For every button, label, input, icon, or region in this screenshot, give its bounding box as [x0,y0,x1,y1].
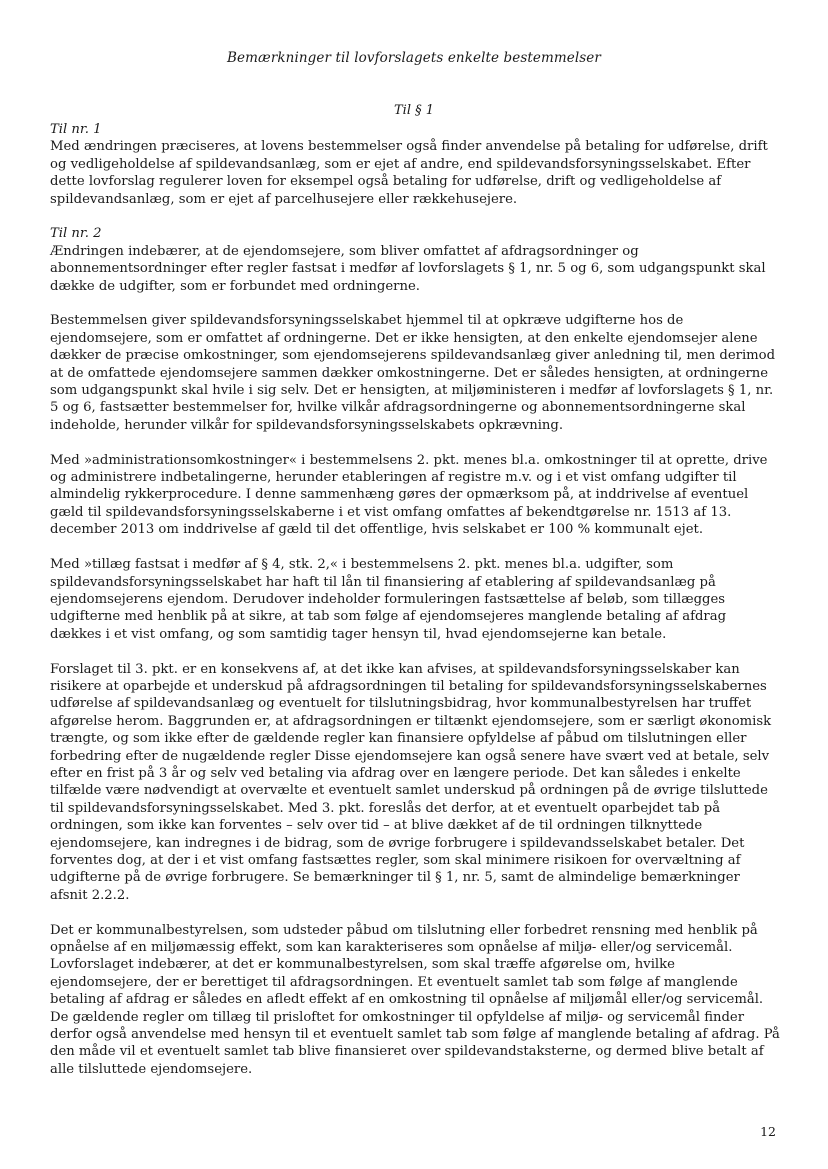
note-block-nr-2 [50,225,780,295]
paragraph-block [50,556,780,643]
document-body [50,121,780,1096]
page-header: Bemærkninger til lovforslagets enkelte bestemmelser [227,50,601,66]
paragraph-block [50,661,780,905]
section-title: Til § 1 [393,103,435,118]
subheading: Til nr. 1 [50,122,102,137]
paragraph-block [50,452,780,539]
paragraph: Det er kommunalbestyrelsen, som udsteder påbud om tilslutning eller forbedret rensning med henblik på opnåelse af en miljømæssig effekt, som kan karakteriseres som opnåelse af miljø- eller/og servicemål. Lovforslaget indebærer, at det er kommunalbestyrelsen, som skal træffe afgørelse om, hvilke ejendomsejere, der er berettiget til afdragsordningen. Et eventuelt samlet tab som følge af manglende betaling af afdrag er således en afledt effekt af en omkostning til opnåelse af miljømål eller/og servicemål. De gældende regler om tillæg til prisloftet for omkostninger til opfyldelse af miljø- og servicemål finder derfor også anvendelse med hensyn til et eventuelt samlet tab som følge af manglende betaling af afdrag. På den måde vil et eventuelt samlet tab blive finansieret over spildevandstaksterne, og dermed blive betalt af alle tilsluttede ejendomsejere. [50,922,780,1077]
paragraph: Ændringen indebærer, at de ejendomsejere, som bliver omfattet af afdragsordninger og abonnementsordninger efter regler fastsat i medfør af lovforslagets § 1, nr. 5 og 6, som udgangspunkt skal dække de udgifter, som er forbundet med ordningerne. [50,243,766,294]
subheading: Til nr. 2 [50,226,102,242]
paragraph: Med »tillæg fastsat i medfør af § 4, stk. 2,« i bestemmelsens 2. pkt. menes bl.a. udgifter, som spildevandsforsyningsselskabet har haft til lån til finansiering af etablering af spildevandsanlæg på ejendomsejerens ejendom. Derudover indeholder formuleringen fastsættelse af beløb, som tillægges udgifterne med henblik på at sikre, at tab som følge af ejendomsejeres manglende betaling af afdrag dækkes i et vist omfang, og som samtidig tager hensyn til, hvad ejendomsejerne kan betale. [50,557,727,642]
paragraph: Med ændringen præciseres, at lovens bestemmelser også finder anvendelse på betaling for udførelse, drift og vedligeholdelse af spildevandsanlæg, som er ejet af andre, end spildevandsforsyningsselskabet. Efter dette lovforslag regulerer loven for eksempel også betaling for udførelse, drift og vedligeholdelse af spildevandsanlæg, som er ejet af parcelhusejere eller rækkehusejere. [50,139,768,207]
paragraph: Med »administrationsomkostninger« i bestemmelsens 2. pkt. menes bl.a. omkostninger til at oprette, drive og administrere indbetalingerne, herunder etableringen af registre m.v. og i et vist omfang udgifter til almindelig rykkerprocedure. I denne sammenhæng gøres der opmærksom på, at inddrivelse af eventuel gæld til spildevandsforsyningsselskaberne i et vist omfang omfattes af bekendtgørelse nr. 1513 af 13. december 2013 om inddrivelse af gæld til det offentlige, hvis selskabet er 100 % kommunalt ejet. [50,452,768,538]
paragraph: Bestemmelsen giver spildevandsforsyningsselskabet hjemmel til at opkræve udgifterne hos de ejendomsejere, som er omfattet af ordningerne. Det er ikke hensigten, at den enkelte ejendomsejer alene dækker de præcise omkostninger, som ejendomsejerens spildevandsanlæg giver anledning til, men derimod at de omfattede ejendomsejere sammen dækker omkostningerne. Det er således hensigten, at ordningerne som udgangspunkt skal hvile i sig selv. Det er hensigten, at miljøministeren i medfør af lovforslagets § 1, nr. 5 og 6, fastsætter bestemmelser for, hvilke vilkår afdragsordningerne og abonnementsordningerne skal indeholde, herunder vilkår for spildevandsforsyningsselskabets opkrævning. [50,313,776,433]
paragraph-block [50,922,780,1079]
paragraph: Forslaget til 3. pkt. er en konsekvens af, at det ikke kan afvises, at spildevandsforsyningsselskaber kan risikere at oparbejde et underskud på afdragsordningen til betaling for spildevandsforsyningsselskabernes udførelse af spildevandsanlæg og eventuelt for tilslutningsbidrag, hvor kommunalbestyrelsen har truffet afgørelse herom. Baggrunden er, at afdragsordningen er tiltænkt ejendomsejere, som er særligt økonomisk trængte, og som ikke efter de gældende regler kan finansiere opfyldelse af påbud om tilslutningen eller forbedring efter de nugældende regler Disse ejendomsejere kan også senere have svært ved at betale, selv efter en frist på 3 år og selv ved betaling via afdrag over en længere periode. Det kan således i enkelte tilfælde være nødvendigt at overvælte et eventuelt samlet underskud på ordningen på de øvrige tilsluttede til spildevandsforsyningsselskabet. Med 3. pkt. foreslås det derfor, at et eventuelt oparbejdet tab på ordningen, som ikke kan forventes – selv over tid – at blive dækket af de til ordningen tilknyttede ejendomsejere, kan indregnes i de bidrag, som de øvrige forbrugere i spildevandsselskabet betaler. Det forventes dog, at der i et vist omfang fastsættes regler, som skal minimere risikoen for overvæltning af udgifterne på de øvrige forbrugere. Se bemærkninger til § 1, nr. 5, samt de almindelige bemærkninger afsnit 2.2.2. [50,661,772,903]
paragraph-block [50,312,780,434]
page-number: 12 [760,1124,776,1139]
note-block-nr-1 [50,121,780,208]
